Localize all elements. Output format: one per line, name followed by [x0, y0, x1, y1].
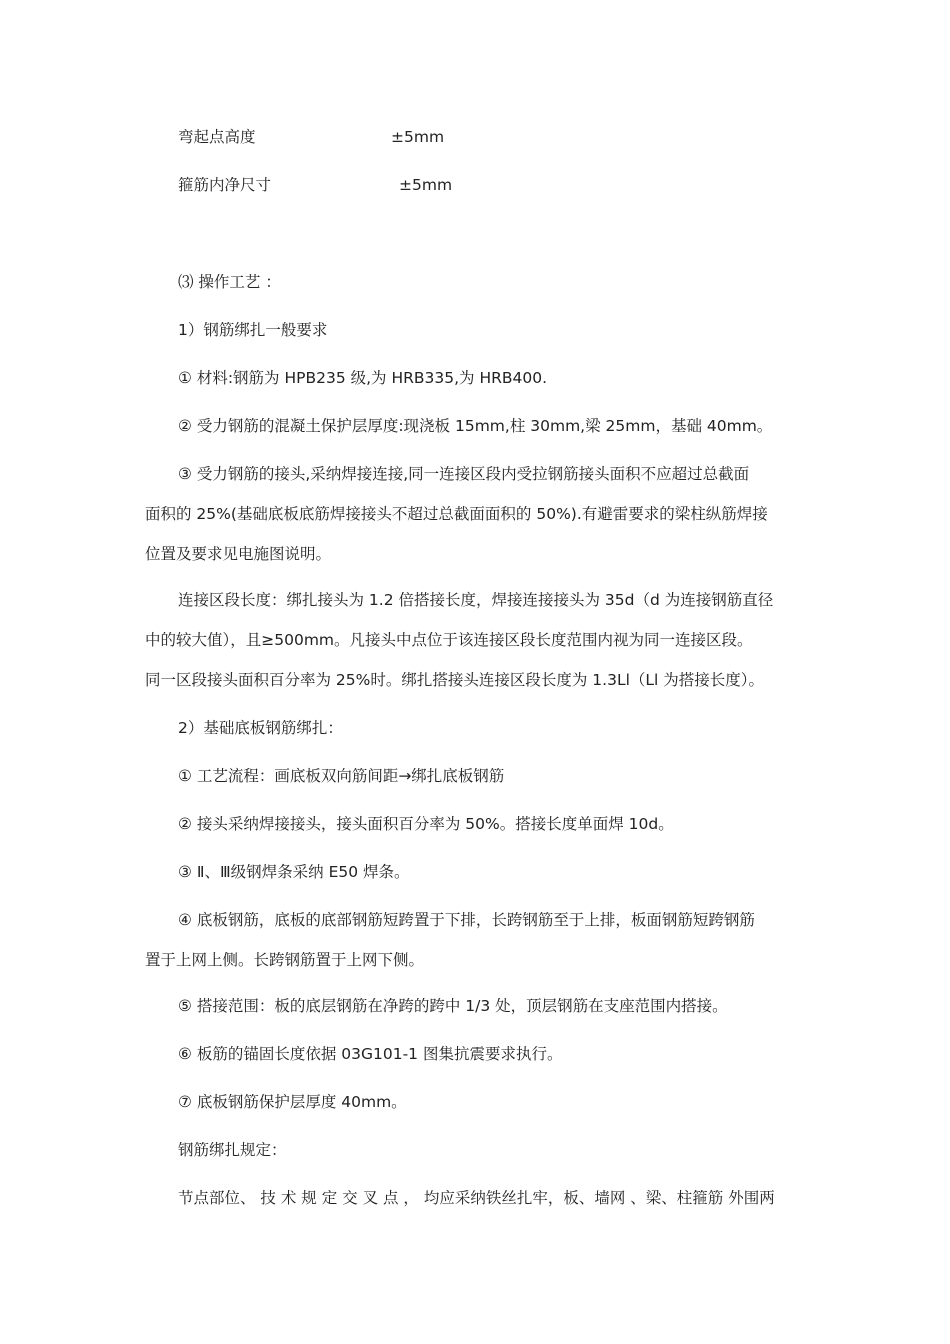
paragraph-joints-line-2: 面积的 25%(基础底板底筋焊接接头不超过总截面面积的 50%).有避雷要求的梁柱纵筋焊接: [145, 505, 768, 523]
paragraph-welding-rods: ③ Ⅱ、Ⅲ级钢焊条采纳 E50 焊条。: [178, 863, 410, 881]
paragraph-binding-rules: 节点部位、 技 术 规 定 交 叉 点 ， 均应采纳铁丝扎牢，板、墙网 、梁、柱箍筋 外围两: [178, 1189, 775, 1207]
paragraph-process-flow: ① 工艺流程：画底板双向筋间距→绑扎底板钢筋: [178, 767, 505, 785]
paragraph-materials: ① 材料:钢筋为 HPB235 级,为 HRB335,为 HRB400.: [178, 369, 548, 387]
paragraph-welded-joints: ② 接头采纳焊接接头，接头面积百分率为 50%。搭接长度单面焊 10d。: [178, 815, 674, 833]
subheading-foundation-slab: 2）基础底板钢筋绑扎：: [178, 719, 343, 737]
paragraph-connection-length-line-1: 连接区段长度：绑扎接头为 1.2 倍搭接长度，焊接连接接头为 35d（d 为连接钢筋直径: [178, 591, 774, 609]
paragraph-connection-length-line-2: 中的较大值），且≥500mm。凡接头中点位于该连接区段长度范围内视为同一连接区段。: [145, 631, 753, 649]
tolerance-value-bend-height: ±5mm: [391, 128, 445, 146]
tolerance-value-stirrup-size: ±5mm: [399, 176, 453, 194]
paragraph-slab-cover: ⑦ 底板钢筋保护层厚度 40mm。: [178, 1093, 407, 1111]
tolerance-label-stirrup-size: 箍筋内净尺寸: [178, 176, 272, 194]
subheading-general-requirements: 1）钢筋绑扎一般要求: [178, 321, 328, 339]
paragraph-slab-bars-line-1: ④ 底板钢筋，底板的底部钢筋短跨置于下排，长跨钢筋至于上排，板面钢筋短跨钢筋: [178, 911, 755, 929]
paragraph-lap-range: ⑤ 搭接范围：板的底层钢筋在净跨的跨中 1/3 处，顶层钢筋在支座范围内搭接。: [178, 997, 728, 1015]
paragraph-joints-line-3: 位置及要求见电施图说明。: [145, 545, 332, 563]
paragraph-connection-length-line-3: 同一区段接头面积百分率为 25%时。绑扎搭接头连接区段长度为 1.3Ll（Ll 为搭接长度）。: [145, 671, 765, 689]
paragraph-joints-line-1: ③ 受力钢筋的接头,采纳焊接连接,同一连接区段内受拉钢筋接头面积不应超过总截面: [178, 465, 750, 483]
paragraph-cover-thickness: ② 受力钢筋的混凝土保护层厚度:现浇板 15mm,柱 30mm,梁 25mm，基础 40mm。: [178, 417, 773, 435]
paragraph-anchorage-length: ⑥ 板筋的锚固长度依据 03G101-1 图集抗震要求执行。: [178, 1045, 563, 1063]
paragraph-slab-bars-line-2: 置于上网上侧。长跨钢筋置于上网下侧。: [145, 951, 425, 969]
subheading-binding-rules: 钢筋绑扎规定：: [178, 1141, 287, 1159]
section-heading-operation-process: ⑶ 操作工艺 ：: [178, 273, 281, 291]
tolerance-label-bend-height: 弯起点高度: [178, 128, 256, 146]
